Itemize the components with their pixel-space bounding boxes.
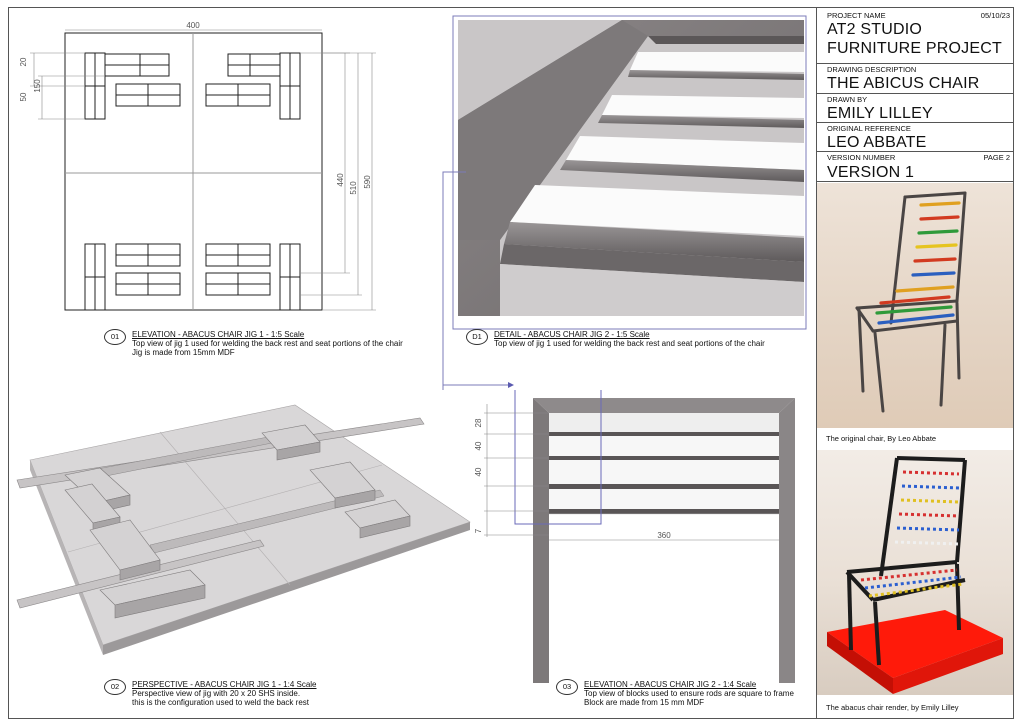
dim-50: 50 [19,92,28,102]
dim-28: 28 [474,418,483,428]
project-name-label: PROJECT NAME [827,11,886,20]
project-name-line1: AT2 STUDIO [827,21,923,38]
project-name-cell [817,7,1014,64]
project-name-line2: FURNITURE PROJECT [827,40,1002,57]
render-chair-photo [817,450,1013,695]
dim-7: 7 [474,528,483,534]
drawing-01-plan-view [15,15,395,315]
drawn-by-cell [817,94,1014,123]
dim-360: 360 [657,531,671,540]
drawing-02-line2: Perspective view of jig with 20 x 20 SHS inside. [132,689,301,698]
drawing-03-line3: Block are made from 15 mm MDF [584,698,705,707]
dim-40-b: 40 [474,467,483,477]
drawing-01-line2: Top view of jig 1 used for welding the back rest and seat portions of the chair [132,339,403,348]
original-reference-cell [817,123,1014,152]
dim-590: 590 [363,175,372,189]
drawing-03-elevation [470,390,810,690]
drawing-number-01: 01 [104,329,126,345]
original-chair-caption: The original chair, By Leo Abbate [826,434,937,443]
caption-drawing-01 [104,329,434,359]
caption-drawing-d1 [466,329,806,349]
drawing-01-title: ELEVATION - ABACUS CHAIR JIG 1 - 1:5 Scale [132,330,305,339]
caption-drawing-02 [104,679,404,709]
dim-440: 440 [336,173,345,187]
drawing-02-line3: this is the configuration used to weld the back rest [132,698,309,707]
dim-150: 150 [33,79,42,93]
drawing-description: THE ABICUS CHAIR [827,75,980,92]
original-reference-label: ORIGINAL REFERENCE [827,124,911,133]
drawing-number-d1: D1 [466,329,488,345]
drawing-01-line3: Jig is made from 15mm MDF [132,348,235,357]
drawn-by: EMILY LILLEY [827,105,933,122]
version-number-label: VERSION NUMBER [827,153,896,162]
original-chair-photo [817,183,1013,428]
drawing-03-title: ELEVATION - ABACUS CHAIR JIG 2 - 1:4 Scale [584,680,757,689]
drawing-02-title: PERSPECTIVE - ABACUS CHAIR JIG 1 - 1:4 Scale [132,680,317,689]
render-chair-caption: The abacus chair render, by Emily Lilley [826,703,959,712]
dim-width-400: 400 [186,21,200,30]
original-reference: LEO ABBATE [827,134,927,151]
drawing-description-label: DRAWING DESCRIPTION [827,65,917,74]
drawn-by-label: DRAWN BY [827,95,868,104]
version-cell [817,152,1014,182]
drawing-03-line2: Top view of blocks used to ensure rods are square to frame [584,689,794,698]
date: 05/10/23 [980,11,1010,20]
dim-510: 510 [349,181,358,195]
dim-40-a: 40 [474,441,483,451]
drawing-description-cell [817,64,1014,94]
dim-20: 20 [19,57,28,67]
caption-drawing-03 [556,679,814,709]
page-number: PAGE 2 [983,153,1010,162]
version: VERSION 1 [827,164,915,181]
drawing-number-03: 03 [556,679,578,695]
drawing-number-02: 02 [104,679,126,695]
drawing-02-perspective-render [15,395,475,660]
drawing-d1-title: DETAIL - ABACUS CHAIR JIG 2 - 1:5 Scale [494,330,650,339]
drawing-d1-line2: Top view of jig 1 used for welding the back rest and seat portions of the chair [494,339,765,348]
